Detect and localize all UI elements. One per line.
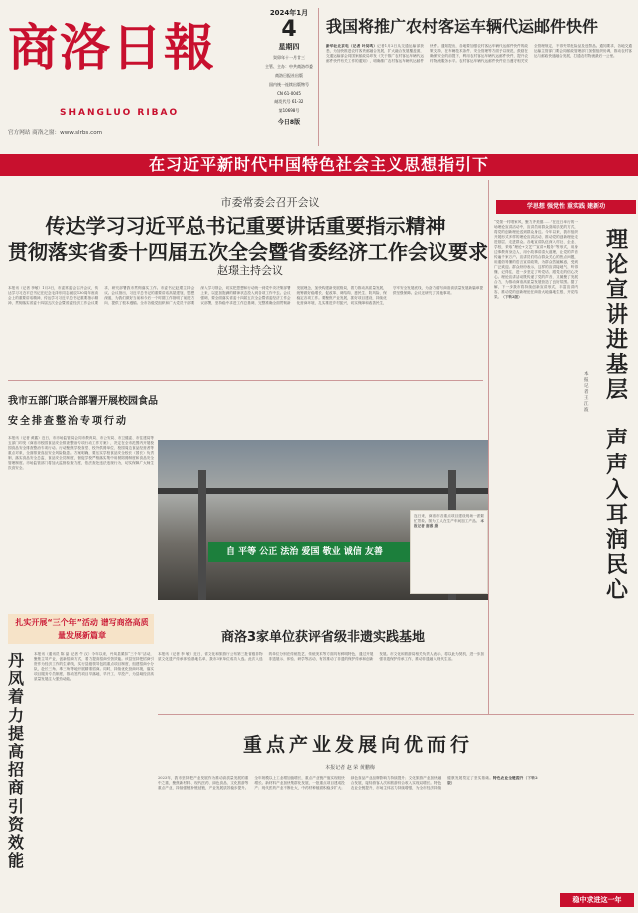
- issue-info: [265, 8, 313, 126]
- industry-headline[interactable]: 重点产业发展向优而行: [242, 734, 473, 756]
- issue-lunar: 癸卯年十一月廿三: [273, 55, 305, 60]
- safety-body: 本报讯（记者 黄鑫）近日，市市场监管局会同市教育局、市公安局、市卫健委、市住建局等五部门印发《商洛市校园食品安全排查整治专项行动工作方案》，决定在全市范围内开展校园食品安全排查整治专项行动。行动聚焦学校食堂、校外供餐单位、校园周边食品经营者等重点对象，全面排查食品安全风险隐患。方案明确，要压实学校食品安全校长（园长）负责制，落实食品安全总监、食品安全员制度，督促学校严格落实集中用餐陪餐制度和食品安全管理制度。市场监管部门将加大监督检查力度，依法查处违法违规行为，切实保障广大师生饮食安全。: [8, 436, 154, 470]
- industry-byline: 本报记者 赵 荣 黄鹏梅: [325, 765, 375, 771]
- practice-headline[interactable]: 商洛3家单位获评省级非遗实践基地: [220, 630, 426, 645]
- issue-cn: CN 61-0045: [277, 91, 301, 96]
- issue-day: 4: [281, 17, 297, 42]
- side-byline: 本报记者 王江波: [584, 372, 589, 413]
- photo-caption: [414, 514, 484, 590]
- issue-org: 商洛日报社出版: [275, 73, 303, 78]
- issue-code: 邮发代号 61-32: [274, 99, 304, 104]
- danfeng-headline[interactable]: 丹凤着力提高招商引资效能: [8, 651, 25, 871]
- lead-subline: 赵璟主持会议: [217, 264, 283, 277]
- safety-headline-2[interactable]: 安全排查整治专项行动: [8, 416, 128, 427]
- side-title-2[interactable]: 声声入耳润民心: [606, 428, 629, 603]
- side-continue: （下转2版）: [501, 295, 522, 299]
- banner-text: 在习近平新时代中国特色社会主义思想指引下: [148, 155, 489, 174]
- top-story-headline[interactable]: 我国将推广农村客运车辆代运邮件快件: [326, 17, 599, 36]
- issue-year-month: 2024年1月: [269, 9, 309, 17]
- side-body: [494, 220, 578, 705]
- lead-body: 本报讯（记者 李敏）1月3日，市委常委会召开会议，传达学习习近平总书记在纪念毛泽东同志诞辰130周年座谈会上的重要讲话精神，传达学习习近平总书记重要指示精神，贯彻落实省委十四届五次全会暨省委经济工作会议要求，研究部署我市贯彻落实工作。市委书记赵璟主持会议。会议指出，习近平总书记的重要讲话高屋建瓴、思想深邃，为我们做好当前和今后一个时期工作指明了前进方向、提供了根本遵循。全市各级党组织和广大党员干部要深入学习领会，切实把思想和行动统一到党中央决策部署上来，以更加饱满的精神状态投入到各项工作中去。会议强调，要全面落实省委十四届五次全会暨省委经济工作会议部署，坚持稳中求进工作总基调，完整准确全面贯彻新发展理念，加快构建新发展格局，着力推动高质量发展，统筹做好稳增长、促改革、调结构、惠民生、防风险、保稳定各项工作。要聚焦产业发展，抓好项目建设，持续优化营商环境，扎实推进乡村振兴，切实保障和改善民生，守牢安全发展底线，为奋力谱写商洛高质量发展新篇章提供坚强保障。会议还研究了其他事项。: [8, 286, 483, 305]
- industry-sub: 特色农业全链提升: [493, 776, 524, 780]
- lead-kicker: 市委常委会召开会议: [220, 196, 320, 209]
- industry-divider: [158, 714, 634, 715]
- issue-number: 第10698号: [278, 108, 300, 113]
- top-story-text: [326, 44, 632, 148]
- factory-beam: [158, 488, 488, 494]
- photo-caption-text: 连日来，商洛市各重点项目建设现场一派繁忙景象。图为工人在生产车间加工产品。: [414, 514, 484, 523]
- industry-tag: 稳中求进这一年: [560, 893, 634, 907]
- lead-headline-1[interactable]: 传达学习习近平总书记重要讲话重要指示精神: [45, 214, 446, 238]
- newspaper-pinyin: SHANGLUO RIBAO: [60, 108, 180, 118]
- side-divider: [488, 180, 489, 715]
- side-title-1[interactable]: 理论宣讲进基层: [606, 228, 629, 403]
- safety-headline-1[interactable]: 我市五部门联合部署开展校园食品: [8, 396, 158, 407]
- side-tag: 学思想 强党性 重实践 建新功: [496, 200, 636, 214]
- issue-pages: 今日8版: [277, 119, 301, 126]
- top-story-byline: 新华社北京电（记者 叶昊鸣）: [326, 44, 378, 48]
- practice-body: 本报讯（记者 李 敏）近日，省文化和旅游厅公布第三批省级非物质文化遗产传承体验基地名单，我市3家单位成功入选。此次入选的单位分别在传统技艺、传统美术等方面具有鲜明特色，通过开展非遗展示、体验、研学等活动，有效推动了非遗的保护传承和创新发展。市文化和旅游局相关负责人表示，将以此为契机，进一步加强非遗保护传承工作，推动非遗融入现代生活。: [158, 652, 484, 661]
- photo-credit: 本报记者 谢睿 摄: [414, 519, 484, 528]
- issue-issn: 国内统一连续出版物号: [269, 82, 309, 87]
- industry-body-text: 2023年，我市坚持把产业发展作为推动高质量发展的重中之重，聚焦新材料、现代医药、绿色食品、文化旅游等重点产业，持续强链补链延链，产业发展质效稳步提升。全年规模以上工业增加值增长，重点产业链产值实现较快增长。新材料产业加快集群化发展，一批重点项目建成投产；现代医药产业不断壮大，中药材种植面积稳步扩大；绿色食品产业品牌影响力持续提升；文化旅游产业加快融合发展，接待游客人次和旅游综合收入实现双增长。特色农业全链提升，市场主体活力持续增强，为全市经济持续健康发展奠定了坚实基础。: [158, 776, 494, 790]
- issue-weekday: 星期四: [278, 43, 300, 51]
- side-body-text: “党领一村唱家风，聚力齐美德……”在近日举行的一场理论宣讲活动中，宣讲员用群众喜闻乐见的方式，将党的创新理论送到群众身边。今年以来，我市组织开展形式多样的理论宣讲活动，推动党的创新理论走进基层、走进群众。各地宣讲队伍深入村社、企业、学校，采取“理论+文艺”“宣讲+服务”等形式，用身边事教育身边人，用小故事讲清大道理，让党的声音传遍千家万户。宣讲员们结合群众关心的热点问题，用通俗易懂的语言宣讲政策，为群众答疑解惑，受到广泛欢迎。群众纷纷表示，这样的宣讲接地气、听得懂、记得住，进一步坚定了听党话、跟党走的信心决心。理论宣讲活动既传递了党的声音，又凝聚了发展合力，为推动商洛高质量发展营造了良好氛围。据了解，下一步我市将持续创新宣讲形式，丰富宣讲内容，推动党的创新理论在商洛大地落地生根、开花结果。: [494, 220, 578, 299]
- industry-body: [158, 776, 634, 890]
- masthead-divider: [318, 8, 319, 146]
- danfeng-kicker: 扎实开展“三个年”活动 谱写商洛高质量发展新篇章: [15, 618, 149, 640]
- lead-divider: [8, 380, 483, 381]
- factory-pillar: [198, 470, 206, 600]
- top-story-body: 记者1月2日从交通运输部获悉，为加快推进农村客货邮融合发展，扩大融合发展覆盖面，交通运输部会同国家邮政局印发《关于推广农村客运车辆代运邮件快件有关工作的通知》，明确推广农村客运车辆代运邮件快件。通知提出，各地要加强农村客运车辆代运邮件快件的政策支持，在车辆技术条件、安全管理等方面予以规范，鼓励在确保安全的前提下，利用农村客运车辆代运邮件快件，提升农村物流服务水平。农村客运车辆代运邮件快件应当遵守相关安全管理规定，不得夹带危险品及违禁品。通知要求，各地交通运输主管部门要会同邮政管理部门加强组织协调，推动农村客运与邮政快递融合发展，打通农村物流最后一公里。: [326, 44, 632, 63]
- danfeng-body: 本报讯（通讯员 陈 晶 记者 牛 汉）今年以来，丹凤县紧扣“三个年”活动，聚焦主导产业，创新招商方式，着力提高招商引资效能。该县坚持把招商引资作为经济工作的生命线，实行县级领导包抓重点项目制度，组建招商小分队，赴长三角、珠三角等地开展精准招商。同时，持续优化营商环境，落实项目服务专员制度，推动签约项目早落地、早开工、早投产，为县域经济高质量发展注入强劲动能。: [34, 652, 154, 681]
- industry-continue: （下转2版）: [447, 776, 538, 785]
- newspaper-logo: 商洛日報: [8, 19, 216, 77]
- lead-headline-2[interactable]: 贯彻落实省委十四届五次全会暨省委经济工作会议要求: [8, 240, 488, 264]
- issue-sponsor: 主管、主办：中共商洛市委: [265, 64, 313, 69]
- official-site[interactable]: 官方网站 商洛之窗：www.slrbs.com: [8, 130, 103, 136]
- slogan-sign-text: 自 平等 公正 法治 爱国 敬业 诚信 友善: [226, 547, 383, 557]
